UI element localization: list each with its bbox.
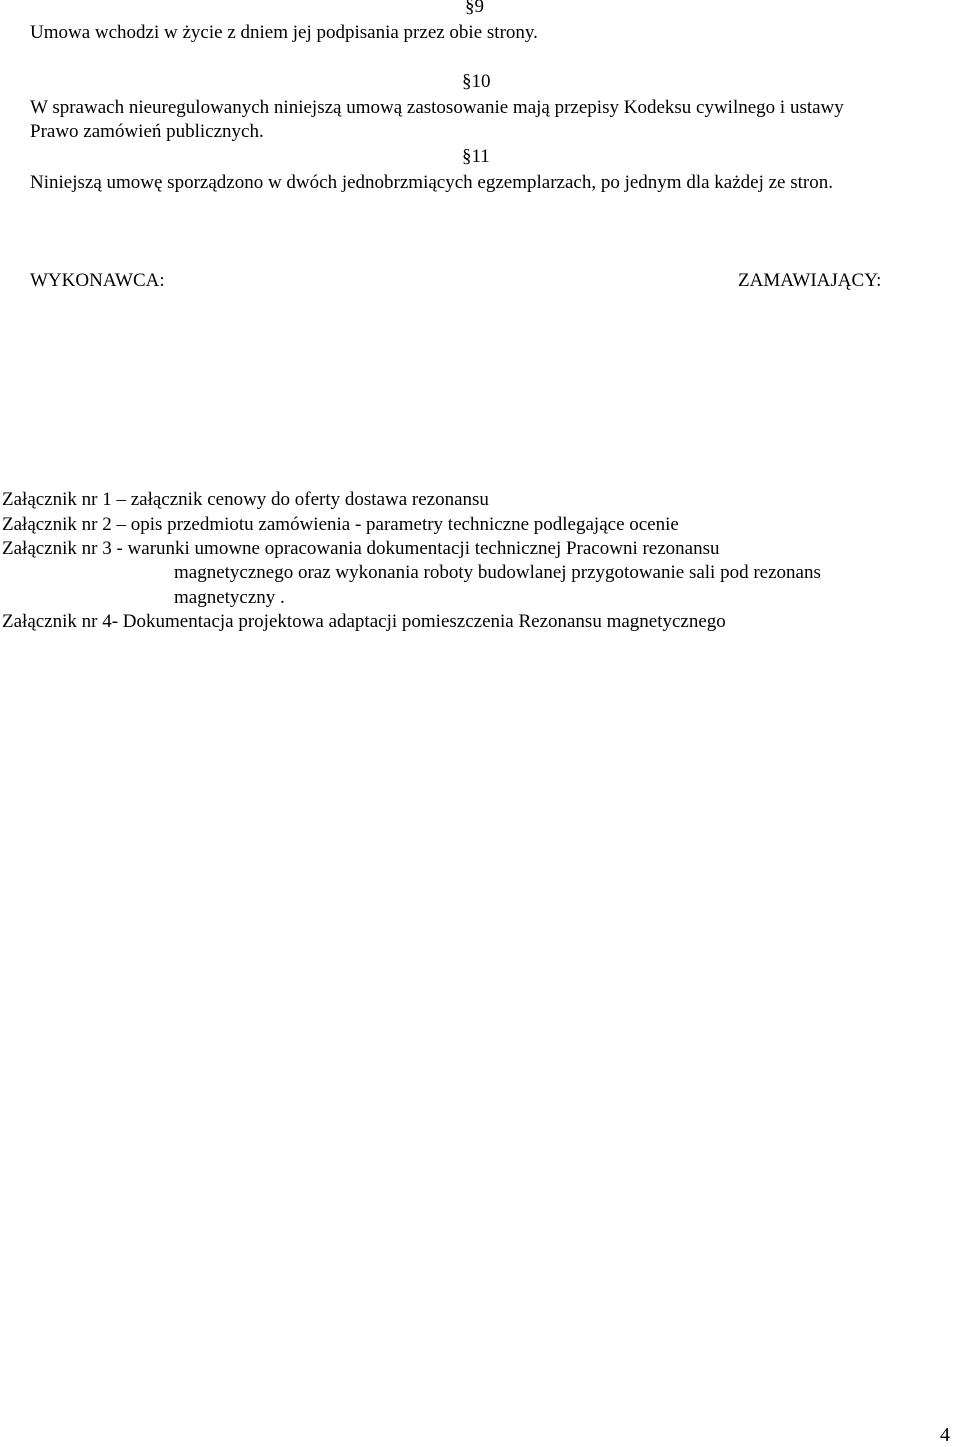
attachment-3-line-3: magnetyczny . bbox=[174, 587, 285, 608]
section-10-text-line-2: Prawo zamówień publicznych. bbox=[30, 121, 264, 142]
attachment-2: Załącznik nr 2 – opis przedmiotu zamówienia - parametry techniczne podlegające ocenie bbox=[2, 514, 679, 535]
section-9-text: Umowa wchodzi w życie z dniem jej podpisania przez obie strony. bbox=[30, 22, 538, 43]
attachment-3-line-2: magnetycznego oraz wykonania roboty budowlanej przygotowanie sali pod rezonans bbox=[174, 562, 821, 583]
section-11-text: Niniejszą umowę sporządzono w dwóch jednobrzmiących egzemplarzach, po jednym dla każdej ze stron. bbox=[30, 172, 833, 193]
section-9-number: §9 bbox=[465, 0, 484, 17]
section-10-number: §10 bbox=[462, 71, 491, 92]
section-11-number: §11 bbox=[462, 146, 490, 167]
attachment-1: Załącznik nr 1 – załącznik cenowy do oferty dostawa rezonansu bbox=[2, 489, 489, 510]
section-10-text-line-1: W sprawach nieuregulowanych niniejszą umową zastosowanie mają przepisy Kodeksu cywilnego i ustawy bbox=[30, 97, 844, 118]
page-number: 4 bbox=[940, 1424, 950, 1446]
attachment-3-line-1: Załącznik nr 3 - warunki umowne opracowania dokumentacji technicznej Pracowni rezonansu bbox=[2, 538, 720, 559]
signature-ordering-party-label: ZAMAWIAJĄCY: bbox=[738, 270, 882, 291]
signature-contractor-label: WYKONAWCA: bbox=[30, 270, 165, 291]
attachment-4: Załącznik nr 4- Dokumentacja projektowa adaptacji pomieszczenia Rezonansu magnetycznego bbox=[2, 611, 726, 632]
